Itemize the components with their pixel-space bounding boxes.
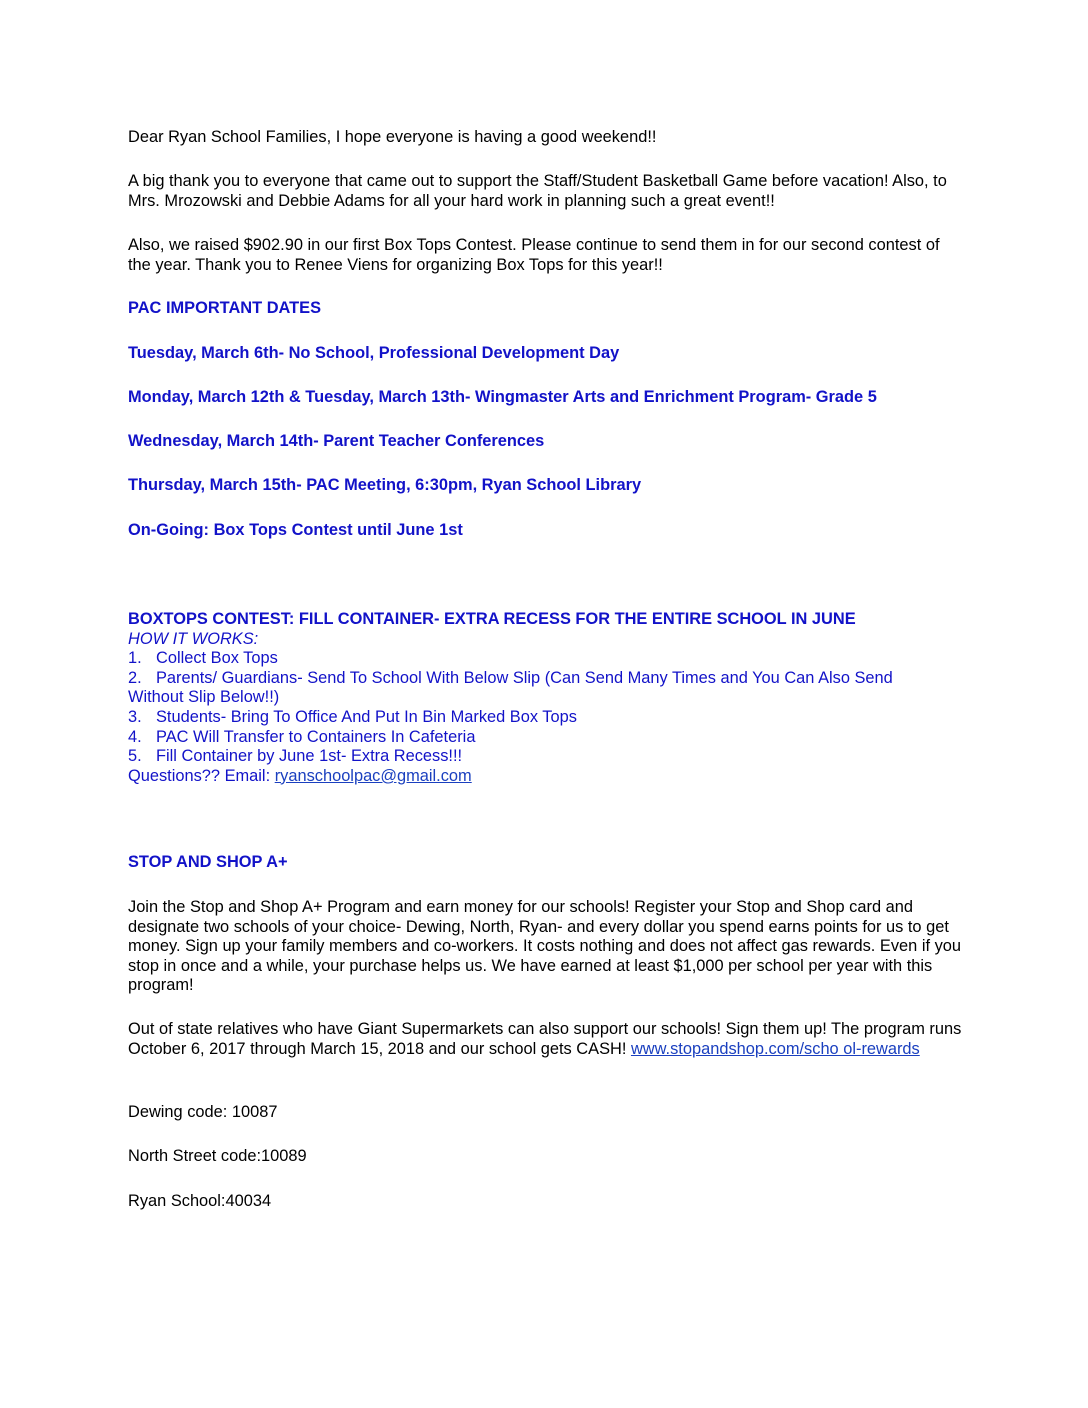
contest-step <box>128 669 963 689</box>
school-code: North Street code:10089 <box>128 1147 307 1165</box>
step-text: Without Slip Below!!) <box>128 688 280 707</box>
contest-step <box>128 728 963 748</box>
date-item: Thursday, March 15th- PAC Meeting, 6:30pm, Ryan School Library <box>128 476 642 494</box>
school-code: Ryan School:40034 <box>128 1192 272 1210</box>
boxtops-raised-paragraph: Also, we raised $902.90 in our first Box Tops Contest. Please continue to send them in for our second contest of the year. Thank you to Renee Viens for organizing Box Tops for this year!! <box>128 236 940 274</box>
date-item: Tuesday, March 6th- No School, Professional Development Day <box>128 344 620 362</box>
step-number: 3. <box>128 707 142 726</box>
thanks-paragraph: A big thank you to everyone that came out to support the Staff/Student Basketball Game before vacation! Also, to Mrs. Mrozowski and Debbie Adams for all your hard work in planning such a great event!! <box>128 172 947 210</box>
email-link[interactable]: ryanschoolpac@gmail.com <box>274 766 472 785</box>
contest-step <box>128 747 963 767</box>
step-number: 1. <box>128 649 142 668</box>
step-number: 5. <box>128 747 142 766</box>
contest-heading: BOXTOPS CONTEST: FILL CONTAINER- EXTRA RECESS FOR THE ENTIRE SCHOOL IN JUNE <box>128 610 856 628</box>
step-text: Parents/ Guardians- Send To School With Below Slip (Can Send Many Times and You Can Also Send <box>156 668 893 687</box>
step-text: PAC Will Transfer to Containers In Cafeteria <box>156 727 476 746</box>
date-item: Monday, March 12th & Tuesday, March 13th- Wingmaster Arts and Enrichment Program- Grade 5 <box>128 388 877 406</box>
giant-paragraph <box>128 1020 963 1059</box>
giant-text: Out of state relatives who have Giant Supermarkets can also support our schools! Sign them up! The program runs October 6, 2017 through March 15, 2018 and our school gets CASH! <box>128 1020 962 1058</box>
rewards-link[interactable]: www.stopandshop.com/scho ol-rewards <box>630 1039 920 1058</box>
step-number: 2. <box>128 668 142 687</box>
school-code: Dewing code: 10087 <box>128 1103 278 1121</box>
greeting: Dear Ryan School Families, I hope everyone is having a good weekend!! <box>128 128 657 146</box>
step-text: Students- Bring To Office And Put In Bin Marked Box Tops <box>156 707 577 726</box>
contest-step-continued <box>128 688 963 708</box>
contest-step <box>128 708 963 728</box>
contest-questions <box>128 767 963 787</box>
dates-heading: PAC IMPORTANT DATES <box>128 299 322 317</box>
contest-step <box>128 649 963 669</box>
date-item: Wednesday, March 14th- Parent Teacher Conferences <box>128 432 545 450</box>
contest-section <box>128 610 963 786</box>
date-item: On-Going: Box Tops Contest until June 1st <box>128 521 463 539</box>
contest-subheading: HOW IT WORKS: <box>128 629 259 648</box>
step-text: Collect Box Tops <box>156 649 278 668</box>
stopandshop-heading: STOP AND SHOP A+ <box>128 853 288 871</box>
stopandshop-paragraph: Join the Stop and Shop A+ Program and earn money for our schools! Register your Stop and Shop card and designate two schools of your choice- Dewing, North, Ryan- and every dollar you spend earns points for us to get money. Sign up your family members and co-workers. It costs nothing and does not affect gas rewards. Even if you stop in once and a while, your purchase helps us. We have earned at least $1,000 per school per year with this program! <box>128 898 961 995</box>
step-number: 4. <box>128 727 142 746</box>
questions-label: Questions?? Email: <box>128 766 275 785</box>
step-text: Fill Container by June 1st- Extra Recess!!! <box>156 747 463 766</box>
